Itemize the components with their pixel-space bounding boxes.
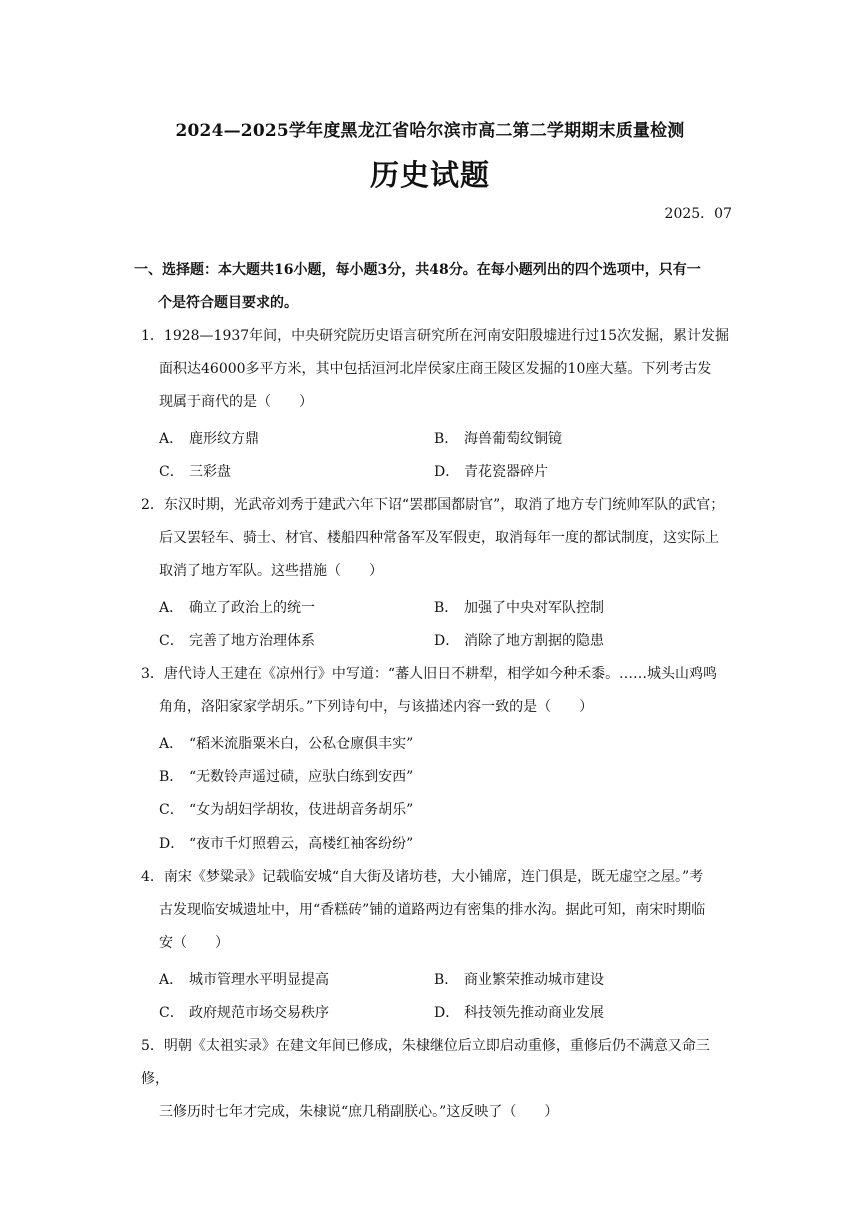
options-row — [159, 597, 739, 617]
option-text: 完善了地方治理体系 — [189, 633, 315, 649]
option-text: “无数铃声遥过碛，应驮白练到安西” — [189, 769, 414, 785]
option-letter: A． — [159, 972, 184, 988]
option-b — [159, 766, 413, 786]
option-letter: B． — [434, 972, 459, 988]
option-c — [159, 799, 413, 819]
option-letter: A． — [159, 736, 184, 752]
option-letter: A． — [159, 600, 184, 616]
exam-subtitle: 2024—2025学年度黑龙江省哈尔滨市高二第二学期期末质量检测 — [175, 121, 685, 141]
option-text: 三彩盘 — [189, 464, 231, 480]
option-letter: C． — [159, 802, 184, 818]
option-text: 消除了地方割据的隐患 — [464, 633, 604, 649]
option-text: 科技领先推动商业发展 — [464, 1005, 604, 1021]
question-line: 1．1928—1937年间，中央研究院历史语言研究所在河南安阳殷墟进行过15次发掘，累计发掘 — [141, 328, 729, 344]
question-line: 取消了地方军队。这些措施（ ） — [159, 563, 383, 579]
option-letter: A． — [159, 431, 184, 447]
options-row — [159, 969, 739, 989]
options-row — [159, 630, 739, 650]
option-letter: D． — [434, 1005, 460, 1021]
question-5 — [141, 1030, 733, 1129]
option-b — [434, 969, 604, 989]
option-text: “夜市千灯照碧云，高楼红袖客纷纷” — [189, 836, 414, 852]
option-text: “稻米流脂粟米白，公私仓廪俱丰实” — [189, 736, 414, 752]
options-row — [159, 428, 739, 448]
option-letter: D． — [434, 633, 460, 649]
option-letter: C． — [159, 1005, 184, 1021]
question-line: 2．东汉时期，光武帝刘秀于建武六年下诏“罢郡国都尉官”，取消了地方专门统帅军队的武官； — [141, 497, 725, 513]
question-line: 面积达46000多平方米，其中包括洹河北岸侯家庄商王陵区发掘的10座大墓。下列考古发 — [159, 361, 712, 377]
option-d — [159, 833, 413, 853]
options-row — [159, 1002, 739, 1022]
options-row — [159, 461, 739, 481]
option-text: 城市管理水平明显提高 — [189, 972, 329, 988]
option-a — [159, 733, 413, 753]
question-line: 现属于商代的是（ ） — [159, 394, 313, 410]
option-letter: D． — [434, 464, 460, 480]
option-letter: B． — [159, 769, 184, 785]
option-a — [159, 597, 315, 617]
option-letter: C． — [159, 464, 184, 480]
option-a — [159, 428, 259, 448]
exam-date: 2025．07 — [664, 206, 732, 222]
question-4 — [141, 861, 733, 960]
options-row — [159, 766, 739, 786]
question-line: 5．明朝《太祖实录》在建文年间已修成，朱棣继位后立即启动重修，重修后仍不满意又命三修， — [141, 1038, 710, 1087]
question-1 — [141, 320, 733, 419]
option-letter: B． — [434, 431, 459, 447]
question-line: 后又罢轻车、骑士、材官、楼船四种常备军及军假吏，取消每年一度的都试制度，这实际上 — [159, 530, 719, 546]
options-row — [159, 733, 739, 753]
section-heading-line1: 一、选择题：本大题共16小题，每小题3分，共48分。在每小题列出的四个选项中，只有一 — [134, 262, 701, 278]
option-b — [434, 428, 562, 448]
question-line: 角角，洛阳家家学胡乐。”下列诗句中，与该描述内容一致的是（ ） — [159, 699, 594, 715]
option-letter: B． — [434, 600, 459, 616]
option-c — [159, 1002, 329, 1022]
option-text: 商业繁荣推动城市建设 — [464, 972, 604, 988]
question-line: 三修历时七年才完成，朱棣说“庶几稍副朕心。”这反映了（ ） — [159, 1104, 559, 1120]
question-line: 3．唐代诗人王建在《凉州行》中写道：“蕃人旧日不耕犁，相学如今种禾黍。……城头山鸡鸣 — [141, 666, 718, 682]
option-b — [434, 597, 604, 617]
question-3 — [141, 658, 733, 724]
question-line: 古发现临安城遗址中，用“香糕砖”铺的道路两边有密集的排水沟。据此可知，南宋时期临 — [159, 902, 706, 918]
option-a — [159, 969, 329, 989]
question-line: 4．南宋《梦粱录》记载临安城“自大街及诸坊巷，大小铺席，连门俱是，既无虚空之屋。”考 — [141, 869, 704, 885]
option-text: 鹿形纹方鼎 — [189, 431, 259, 447]
section-heading-line2: 个是符合题目要求的。 — [158, 295, 298, 311]
option-text: 海兽葡萄纹铜镜 — [464, 431, 562, 447]
option-d — [434, 630, 604, 650]
option-text: 青花瓷器碎片 — [464, 464, 548, 480]
option-d — [434, 1002, 604, 1022]
option-text: 加强了中央对军队控制 — [464, 600, 604, 616]
option-d — [434, 461, 548, 481]
question-line: 安（ ） — [159, 935, 229, 951]
options-row — [159, 799, 739, 819]
option-c — [159, 630, 315, 650]
option-text: 确立了政治上的统一 — [189, 600, 315, 616]
option-c — [159, 461, 231, 481]
option-text: “女为胡妇学胡妆，伎进胡音务胡乐” — [189, 802, 414, 818]
options-row — [159, 833, 739, 853]
question-2 — [141, 489, 733, 588]
option-text: 政府规范市场交易秩序 — [189, 1005, 329, 1021]
option-letter: D． — [159, 836, 185, 852]
option-letter: C． — [159, 633, 184, 649]
section-heading — [134, 254, 734, 320]
page-title: 历史试题 — [369, 158, 490, 192]
